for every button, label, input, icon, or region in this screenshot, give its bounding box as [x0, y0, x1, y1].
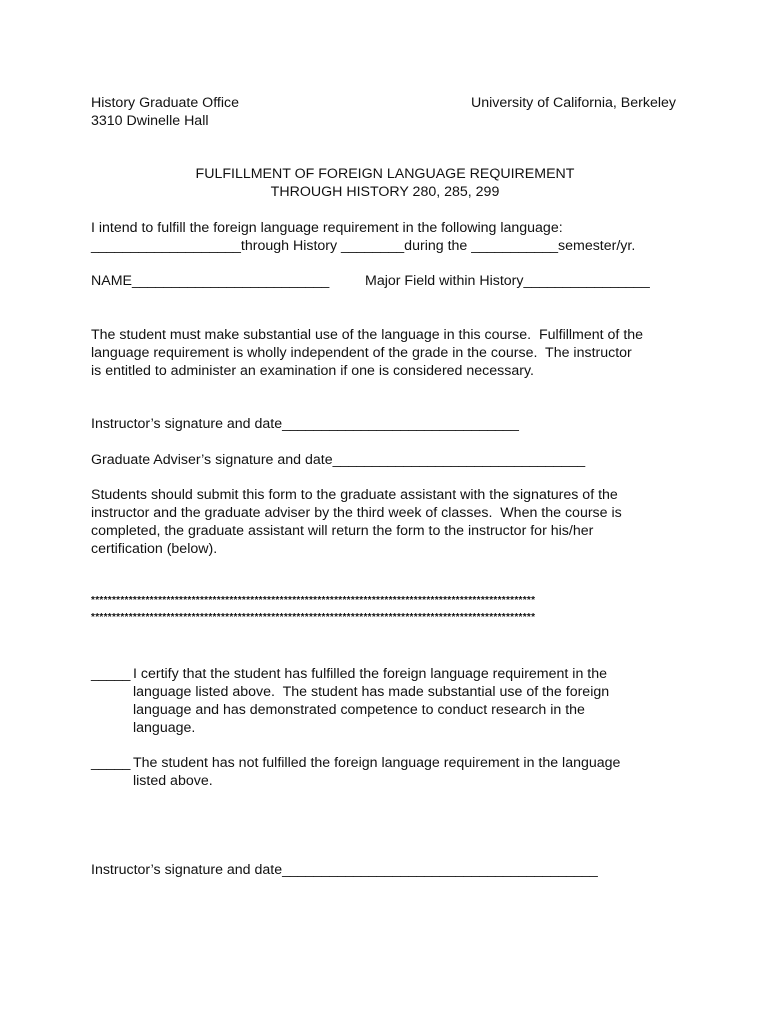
major-field[interactable]: Major Field within History________________	[365, 273, 650, 289]
separator-row-1: **********************************************************************************************************	[91, 595, 536, 606]
separator-row-2: **********************************************************************************************************	[91, 612, 536, 623]
instructions-line-2: language requirement is wholly independent of the grade in the course. The instructor	[91, 345, 632, 361]
instructor-signature-field[interactable]: Instructor’s signature and date______________________________	[91, 416, 519, 432]
intent-statement: I intend to fulfill the foreign language requirement in the following language:	[91, 220, 563, 236]
fulfilled-line-2: language listed above. The student has made substantial use of the foreign	[133, 684, 610, 700]
submission-line-2: instructor and the graduate adviser by the third week of classes. When the course is	[91, 505, 622, 521]
instructions-line-1: The student must make substantial use of the language in this course. Fulfillment of the	[91, 327, 644, 343]
submission-line-3: completed, the graduate assistant will return the form to the instructor for his/her	[91, 523, 594, 539]
university-name: University of California, Berkeley	[470, 95, 676, 111]
language-course-blanks[interactable]: ___________________through History ________during the ___________semester/yr.	[91, 238, 636, 254]
adviser-signature-field[interactable]: Graduate Adviser’s signature and date________________________________	[91, 452, 586, 468]
not-fulfilled-line-2: listed above.	[133, 773, 213, 789]
office-name: History Graduate Office	[91, 95, 239, 111]
submission-line-4: certification (below).	[91, 541, 218, 557]
name-field[interactable]: NAME_________________________	[91, 273, 330, 289]
form-title-line-1: FULFILLMENT OF FOREIGN LANGUAGE REQUIREMENT	[195, 166, 575, 182]
fulfilled-line-3: language and has demonstrated competence to conduct research in the	[133, 702, 585, 718]
instructions-line-3: is entitled to administer an examination if one is considered necessary.	[91, 363, 534, 379]
fulfilled-line-4: language.	[133, 720, 196, 736]
form-title-line-2: THROUGH HISTORY 280, 285, 299	[270, 184, 500, 200]
fulfilled-line-1: I certify that the student has fulfilled the foreign language requirement in the	[133, 666, 607, 682]
submission-line-1: Students should submit this form to the graduate assistant with the signatures of the	[91, 487, 618, 503]
not-fulfilled-line-1: The student has not fulfilled the foreign language requirement in the language	[133, 755, 621, 771]
final-instructor-signature-field[interactable]: Instructor’s signature and date________________________________________	[91, 862, 598, 878]
not-fulfilled-checkbox-blank[interactable]: _____	[91, 755, 131, 771]
office-address: 3310 Dwinelle Hall	[91, 113, 209, 129]
fulfilled-checkbox-blank[interactable]: _____	[91, 666, 131, 682]
